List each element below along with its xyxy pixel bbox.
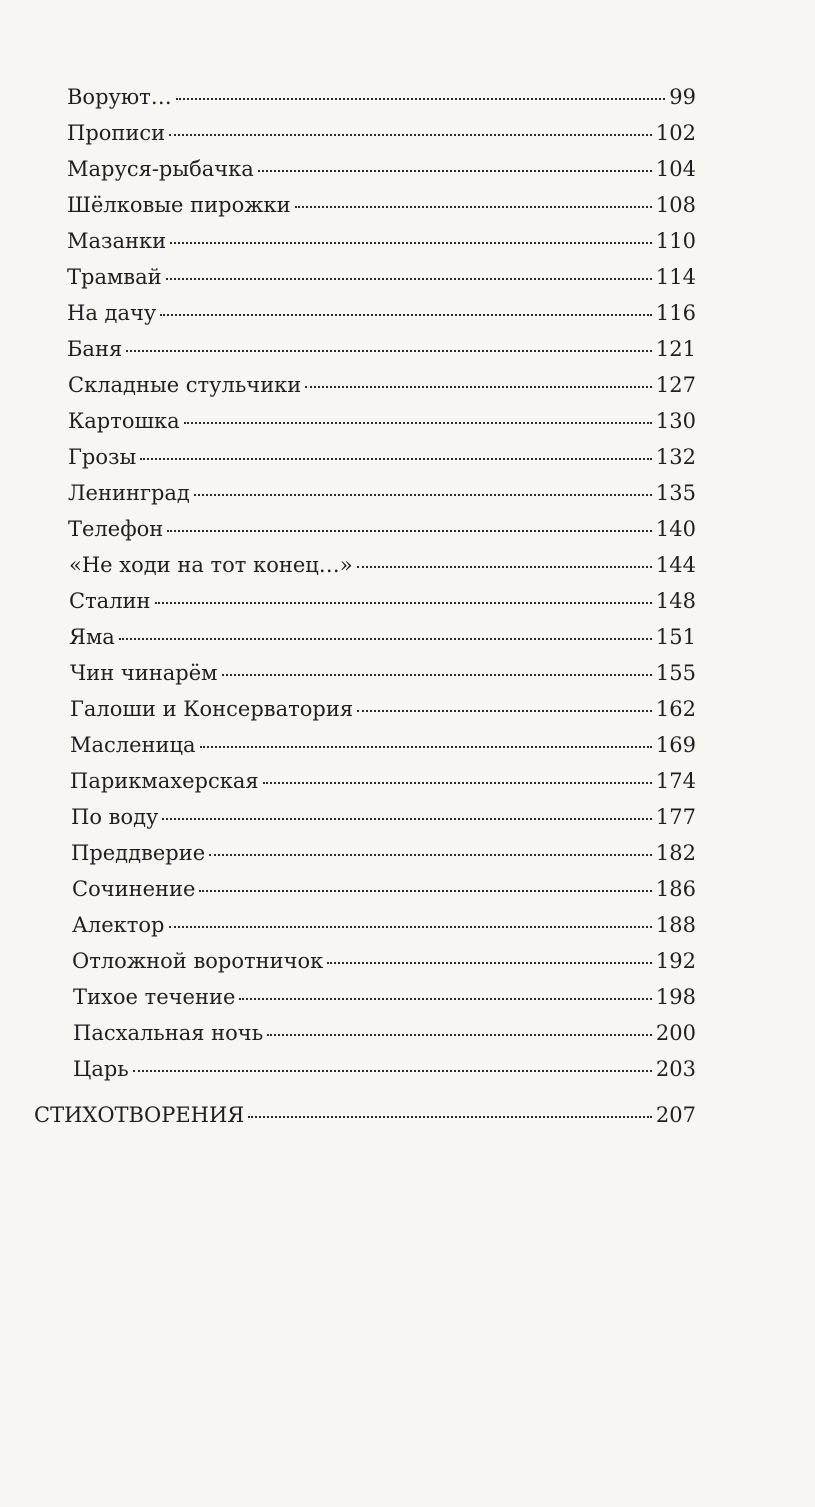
dot-leader <box>263 782 652 784</box>
toc-entry-page: 169 <box>655 733 696 757</box>
toc-entry <box>70 732 696 758</box>
toc-entry-title: Мазанки <box>67 229 167 253</box>
toc-entry <box>67 156 696 182</box>
dot-leader <box>209 854 652 856</box>
toc-entry-page: 127 <box>655 373 696 397</box>
dot-leader <box>222 674 652 676</box>
toc-entry-page: 174 <box>655 769 696 793</box>
toc-entry-page: 182 <box>655 841 696 865</box>
toc-entry-title: Масленица <box>70 733 196 757</box>
toc-entry <box>67 228 696 254</box>
toc-entry <box>69 624 696 650</box>
toc-entry-title: Сталин <box>69 589 151 613</box>
toc-entry-title: На дачу <box>67 301 157 325</box>
toc-entry-title: Тихое течение <box>73 985 236 1009</box>
toc-entry <box>72 876 696 902</box>
toc-entry-title: Яма <box>69 625 115 649</box>
toc-entry <box>73 1020 696 1046</box>
toc-entry-title: Грозы <box>68 445 137 469</box>
toc-entry-page: 177 <box>655 805 696 829</box>
toc-section-page: 207 <box>655 1103 696 1127</box>
toc-entry-page: 151 <box>655 625 696 649</box>
toc-entry-title: Алектор <box>72 913 165 937</box>
toc-entry-title: Сочинение <box>72 877 196 901</box>
toc-entry-title: По воду <box>71 805 159 829</box>
toc-entry <box>72 948 696 974</box>
toc-entry-title: Трамвай <box>67 265 162 289</box>
toc-entry-page: 116 <box>655 301 696 325</box>
toc-entry <box>71 840 696 866</box>
toc-entry <box>67 192 696 218</box>
toc-entry-title: Чин чинарём <box>70 661 218 685</box>
toc-entry <box>67 120 696 146</box>
toc-entry <box>67 264 696 290</box>
toc-entry-page: 135 <box>655 481 696 505</box>
toc-entry-page: 188 <box>655 913 696 937</box>
toc-entry <box>70 660 696 686</box>
toc-entry-page: 104 <box>655 157 696 181</box>
toc-entry-page: 200 <box>655 1021 696 1045</box>
toc-entry <box>70 768 696 794</box>
dot-leader <box>169 926 652 928</box>
toc-entry <box>73 1056 696 1082</box>
toc-entry-page: 155 <box>655 661 696 685</box>
toc-entry-title: Галоши и Консерватория <box>70 697 354 721</box>
toc-entry <box>67 336 696 362</box>
toc-entry <box>68 480 696 506</box>
dot-leader <box>305 386 652 388</box>
toc-entry-title: Маруся-рыбачка <box>67 157 254 181</box>
toc-entry-title: Прописи <box>67 121 166 145</box>
dot-leader <box>119 638 652 640</box>
toc-entry <box>72 912 696 938</box>
toc-entry <box>68 372 696 398</box>
dot-leader <box>133 1070 652 1072</box>
toc-entry-title: Телефон <box>68 517 164 541</box>
toc-entry-title: Парикмахерская <box>70 769 259 793</box>
toc-entry-page: 203 <box>655 1057 696 1081</box>
dot-leader <box>199 890 651 892</box>
toc-entry <box>70 696 696 722</box>
toc-entry-page: 102 <box>655 121 696 145</box>
dot-leader <box>140 458 652 460</box>
dot-leader <box>267 1034 652 1036</box>
toc-section-title: СТИХОТВОРЕНИЯ <box>34 1103 245 1127</box>
dot-leader <box>167 530 652 532</box>
dot-leader <box>155 602 652 604</box>
dot-leader <box>239 998 652 1000</box>
toc-entry-page: 148 <box>655 589 696 613</box>
toc-entry-page: 99 <box>669 85 696 109</box>
toc-entry-title: Воруют… <box>67 85 172 109</box>
toc-entry-title: Шёлковые пирожки <box>67 193 291 217</box>
toc-entry <box>67 300 696 326</box>
dot-leader <box>357 566 652 568</box>
dot-leader <box>169 134 652 136</box>
dot-leader <box>170 242 652 244</box>
toc-entry-page: 132 <box>655 445 696 469</box>
toc-entry-title: Преддверие <box>71 841 206 865</box>
toc-entry <box>71 804 696 830</box>
toc-entry <box>73 984 696 1010</box>
toc-entry <box>68 444 696 470</box>
toc-entry-page: 144 <box>655 553 696 577</box>
dot-leader <box>295 206 652 208</box>
toc-entry-page: 198 <box>655 985 696 1009</box>
toc-entry-page: 186 <box>655 877 696 901</box>
dot-leader <box>248 1116 652 1118</box>
toc-entry <box>68 516 696 542</box>
toc-entry-page: 121 <box>655 337 696 361</box>
toc-entry-title: Отложной воротничок <box>72 949 324 973</box>
dot-leader <box>200 746 652 748</box>
toc-entry <box>68 408 696 434</box>
toc-entry <box>67 84 696 110</box>
toc-section <box>34 1102 696 1128</box>
dot-leader <box>166 278 652 280</box>
toc-entry-title: Пасхальная ночь <box>73 1021 264 1045</box>
toc-entry-title: Баня <box>67 337 123 361</box>
dot-leader <box>357 710 652 712</box>
dot-leader <box>327 962 652 964</box>
toc-entry-page: 140 <box>655 517 696 541</box>
toc-entry-title: Царь <box>73 1057 129 1081</box>
dot-leader <box>176 98 665 100</box>
dot-leader <box>184 422 652 424</box>
toc-entry-title: Картошка <box>68 409 180 433</box>
toc-entry-page: 130 <box>655 409 696 433</box>
dot-leader <box>126 350 652 352</box>
toc-entry <box>69 552 696 578</box>
toc-entry-title: «Не ходи на тот конец…» <box>69 553 353 577</box>
dot-leader <box>162 818 652 820</box>
toc-entry <box>69 588 696 614</box>
toc-entry-page: 110 <box>655 229 696 253</box>
dot-leader <box>194 494 652 496</box>
toc-entry-page: 162 <box>655 697 696 721</box>
toc-entry-page: 108 <box>655 193 696 217</box>
toc-entry-title: Ленинград <box>68 481 190 505</box>
dot-leader <box>258 170 652 172</box>
toc-entry-title: Складные стульчики <box>68 373 302 397</box>
toc-entry-page: 192 <box>655 949 696 973</box>
dot-leader <box>160 314 652 316</box>
toc-entry-page: 114 <box>655 265 696 289</box>
